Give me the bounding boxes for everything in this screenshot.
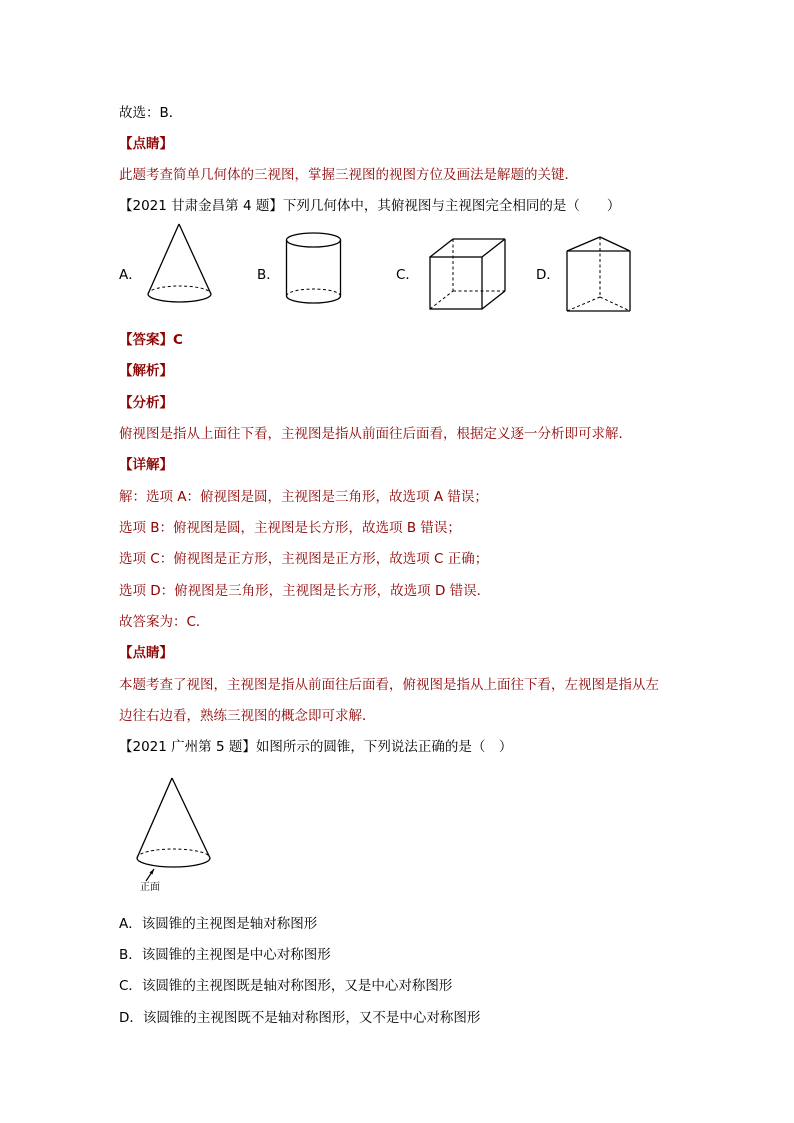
final-answer-line: 故答案为：C． bbox=[119, 614, 210, 630]
answer-line: 故选：B． bbox=[119, 105, 183, 121]
detail-line-b: 选项 B：俯视图是圆，主视图是长方形，故选项 B 错误； bbox=[119, 520, 461, 536]
analysis-text: 俯视图是指从上面往下看，主视图是指从前面往后面看，根据定义逐一分析即可求解． bbox=[119, 426, 632, 442]
section-heading-dianjing: 【点睛】 bbox=[119, 136, 173, 152]
section-heading-jiexi: 【解析】 bbox=[119, 363, 173, 379]
cone-caption-front: 正面 bbox=[140, 882, 160, 893]
option-d-q5: D．该圆锥的主视图既不是轴对称图形，又不是中心对称图形 bbox=[119, 1010, 481, 1026]
option-b-q5: B．该圆锥的主视图是中心对称图形 bbox=[119, 947, 331, 963]
option-c-q5: C．该圆锥的主视图既是轴对称图形，又是中心对称图形 bbox=[119, 978, 453, 994]
option-a-label: A． bbox=[119, 267, 142, 283]
option-c-label: C． bbox=[396, 267, 419, 283]
cube-figure-c bbox=[428, 237, 508, 312]
cone-figure-a bbox=[145, 222, 215, 307]
question-5-stem: 【2021 广州第 5 题】如图所示的圆锥，下列说法正确的是（ ） bbox=[119, 739, 513, 755]
option-d-label: D． bbox=[536, 267, 560, 283]
option-a-q5: A．该圆锥的主视图是轴对称图形 bbox=[119, 916, 318, 932]
section-heading-fenxi: 【分析】 bbox=[119, 395, 173, 411]
question-4-stem: 【2021 甘肃金昌第 4 题】下列几何体中，其俯视图与主视图完全相同的是（ ） bbox=[119, 198, 621, 214]
comment-text-2-line-1: 本题考查了视图，主视图是指从前面往后面看，俯视图是指从上面往下看，左视图是指从左 bbox=[119, 677, 659, 693]
option-b-label: B． bbox=[257, 267, 280, 283]
section-heading-xiangjie: 【详解】 bbox=[119, 457, 173, 473]
comment-text: 此题考查简单几何体的三视图，掌握三视图的视图方位及画法是解题的关键． bbox=[119, 167, 578, 183]
comment-text-2-line-2: 边往右边看，熟练三视图的概念即可求解． bbox=[119, 708, 376, 724]
detail-line-d: 选项 D：俯视图是三角形，主视图是长方形，故选项 D 错误． bbox=[119, 583, 491, 599]
detail-line-a: 解：选项 A：俯视图是圆，主视图是三角形，故选项 A 错误； bbox=[119, 489, 488, 505]
answer-heading: 【答案】C bbox=[119, 332, 183, 348]
detail-line-c: 选项 C：俯视图是正方形，主视图是正方形，故选项 C 正确； bbox=[119, 551, 489, 567]
cylinder-figure-b bbox=[285, 232, 345, 307]
section-heading-dianjing-2: 【点睛】 bbox=[119, 645, 173, 661]
prism-figure-d bbox=[565, 235, 635, 315]
